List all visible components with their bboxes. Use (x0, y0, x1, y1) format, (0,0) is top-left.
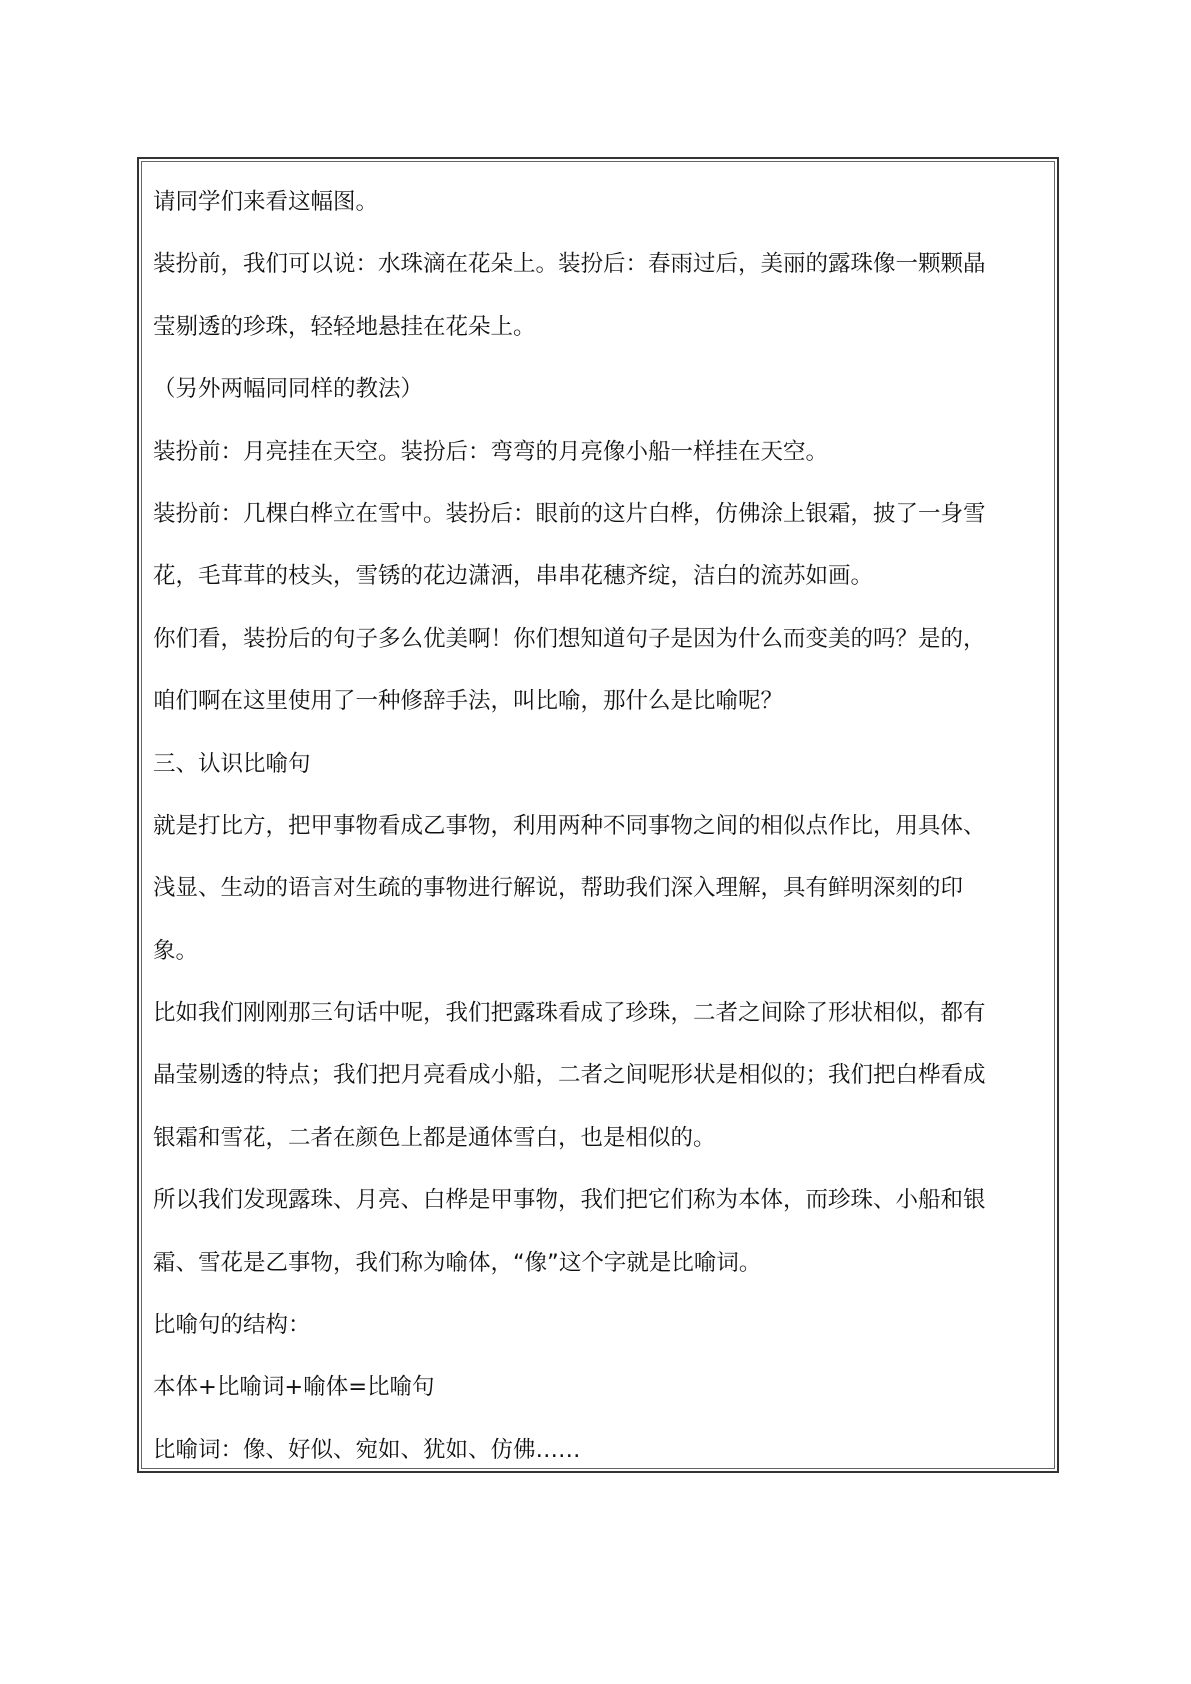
text-line: 装扮前，我们可以说：水珠滴在花朵上。装扮后：春雨过后，美丽的露珠像一颗颗晶 (153, 251, 986, 278)
text-line: 象。 (153, 937, 199, 964)
text-line: 浅显、生动的语言对生疏的事物进行解说，帮助我们深入理解，具有鲜明深刻的印 (153, 875, 964, 902)
text-line: 装扮前：月亮挂在天空。装扮后：弯弯的月亮像小船一样挂在天空。 (153, 438, 829, 465)
text-line: 本体+比喻词+喻体=比喻句 (153, 1374, 435, 1401)
text-line: 霜、雪花是乙事物，我们称为喻体，“像”这个字就是比喻词。 (153, 1249, 762, 1276)
text-line: 比喻词：像、好似、宛如、犹如、仿佛…… (153, 1436, 581, 1463)
text-line: 比如我们刚刚那三句话中呢，我们把露珠看成了珍珠，二者之间除了形状相似，都有 (153, 1000, 986, 1027)
text-line: 咱们啊在这里使用了一种修辞手法，叫比喻，那什么是比喻呢？ (153, 688, 784, 715)
content-table (137, 157, 1059, 1473)
text-line: 就是打比方，把甲事物看成乙事物，利用两种不同事物之间的相似点作比，用具体、 (153, 812, 986, 839)
text-line: 你们看，装扮后的句子多么优美啊！你们想知道句子是因为什么而变美的吗？是的， (153, 625, 986, 652)
section-heading: 三、认识比喻句 (153, 750, 311, 777)
text-line: （另外两幅同同样的教法） (153, 376, 424, 403)
text-line: 花，毛茸茸的枝头，雪锈的花边潇洒，串串花穗齐绽，洁白的流苏如画。 (153, 563, 874, 590)
text-line: 银霜和雪花，二者在颜色上都是通体雪白，也是相似的。 (153, 1124, 716, 1151)
text-line: 莹剔透的珍珠，轻轻地悬挂在花朵上。 (153, 313, 536, 340)
text-line: 请同学们来看这幅图。 (153, 189, 379, 215)
text-line: 比喻句的结构： (153, 1312, 311, 1339)
text-line: 晶莹剔透的特点；我们把月亮看成小船，二者之间呢形状是相似的；我们把白桦看成 (153, 1062, 986, 1089)
text-line: 所以我们发现露珠、月亮、白桦是甲事物，我们把它们称为本体，而珍珠、小船和银 (153, 1187, 986, 1214)
table-cell (153, 171, 1047, 1481)
text-line: 装扮前：几棵白桦立在雪中。装扮后：眼前的这片白桦，仿佛涂上银霜，披了一身雪 (153, 500, 986, 527)
